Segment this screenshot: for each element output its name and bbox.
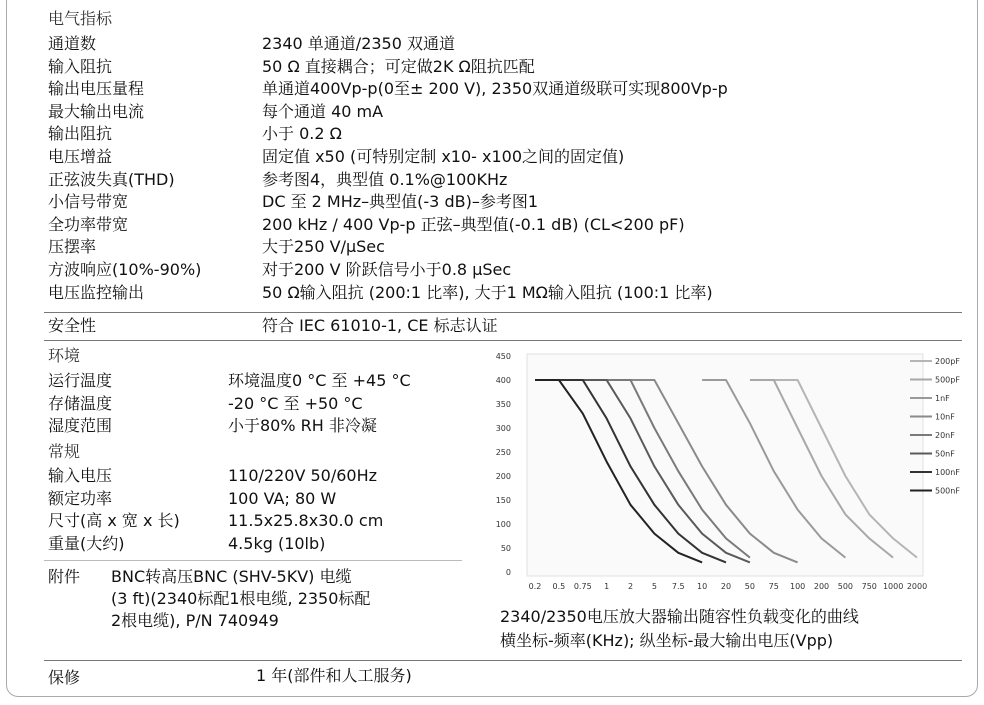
x-tick-label: 0.5 — [552, 582, 566, 591]
y-tick-label: 350 — [495, 400, 511, 409]
spec-value: 小于 0.2 Ω — [262, 124, 342, 144]
divider — [44, 660, 962, 661]
spec-label: 通道数 — [48, 34, 97, 53]
x-tick-label: 100 — [789, 582, 806, 591]
spec-label: 方波响应(10%-90%) — [48, 260, 202, 279]
spec-value: 固定值 x50 (可特别定制 x10- x100之间的固定值) — [262, 147, 625, 166]
safety-label: 安全性 — [48, 316, 97, 335]
safety-value: 符合 IEC 61010-1, CE 标志认证 — [262, 316, 498, 335]
x-tick-label: 2 — [627, 582, 634, 591]
legend-label: 1nF — [935, 394, 950, 403]
accessories-line: (3 ft)(2340标配1根电缆, 2350标配 — [111, 589, 371, 608]
x-tick-label: 1 — [604, 582, 610, 591]
spec-value: 2340 单通道/2350 双通道 — [262, 34, 456, 53]
x-tick-label: 5 — [651, 582, 657, 591]
spec-value: 50 Ω 直接耦合；可定做2K Ω阻抗匹配 — [262, 56, 535, 76]
warranty-label: 保修 — [48, 668, 81, 687]
spec-value: DC 至 2 MHz–典型值(-3 dB)–参考图1 — [262, 192, 539, 212]
spec-label: 全功率带宽 — [48, 214, 129, 234]
x-tick-label: 7.5 — [671, 582, 685, 591]
y-tick-label: 400 — [495, 376, 511, 385]
spec-value: 参考图4，典型值 0.1%@100KHz — [262, 169, 508, 189]
general-heading: 常规 — [48, 442, 81, 461]
spec-label: 电压监控输出 — [48, 282, 145, 302]
x-tick-label: 2000 — [906, 582, 928, 591]
electrical-heading: 电气指标 — [48, 9, 113, 28]
x-tick-label: 10 — [697, 582, 708, 591]
y-tick-label: 0 — [505, 568, 511, 577]
chart-caption-line2: 横坐标-频率(KHz); 纵坐标-最大输出电压(Vpp) — [500, 631, 834, 650]
accessories-label: 附件 — [48, 567, 81, 586]
x-tick-label: 0.75 — [573, 582, 592, 591]
spec-value: 大于250 V/µSec — [262, 237, 385, 257]
spec-label: 电压增益 — [48, 147, 113, 166]
spec-label: 输出电压量程 — [48, 79, 145, 99]
y-tick-label: 200 — [495, 472, 511, 481]
spec-value: 环境温度0 °C 至 +45 °C — [228, 371, 411, 390]
legend-label: 200pF — [935, 357, 960, 366]
spec-label: 额定功率 — [48, 488, 113, 508]
legend-label: 500nF — [935, 486, 960, 496]
spec-value: 每个通道 40 mA — [262, 101, 384, 121]
warranty-value: 1 年(部件和人工服务) — [256, 666, 412, 685]
x-tick-label: 500 — [837, 582, 854, 591]
spec-label: 运行温度 — [48, 371, 113, 390]
legend-label: 100nF — [935, 468, 960, 477]
y-tick-label: 250 — [495, 448, 511, 457]
spec-value: -20 °C 至 +50 °C — [228, 393, 363, 413]
y-tick-label: 300 — [495, 424, 511, 433]
y-tick-label: 150 — [495, 496, 511, 505]
spec-label: 湿度范围 — [48, 416, 113, 435]
spec-label: 重量(大约) — [48, 533, 125, 553]
legend-label: 50nF — [935, 449, 955, 459]
x-tick-label: 0.2 — [528, 582, 542, 591]
y-tick-label: 100 — [495, 520, 511, 529]
environment-heading: 环境 — [48, 346, 81, 365]
accessories-line: 2根电缆), P/N 740949 — [111, 611, 279, 630]
spec-value: 100 VA; 80 W — [228, 488, 337, 508]
spec-value: 小于80% RH 非冷凝 — [228, 416, 377, 435]
spec-value: 11.5x25.8x30.0 cm — [228, 511, 384, 530]
x-tick-label: 50 — [744, 582, 755, 591]
y-tick-label: 50 — [500, 544, 511, 553]
spec-label: 小信号带宽 — [48, 192, 129, 212]
x-tick-label: 75 — [768, 582, 779, 591]
spec-label: 正弦波失真(THD) — [48, 169, 175, 189]
spec-value: 对于200 V 阶跃信号小于0.8 µSec — [262, 260, 512, 279]
accessories-line: BNC转高压BNC (SHV-5KV) 电缆 — [111, 567, 352, 586]
x-tick-label: 200 — [813, 582, 830, 591]
spec-label: 输入电压 — [48, 466, 113, 485]
spec-label: 尺寸(高 x 宽 x 长) — [48, 511, 180, 530]
spec-value: 4.5kg (10lb) — [228, 533, 326, 553]
spec-label: 压摆率 — [48, 237, 97, 257]
spec-label: 输入阻抗 — [48, 56, 113, 76]
spec-value: 50 Ω输入阻抗 (200:1 比率), 大于1 MΩ输入阻抗 (100:1 比率) — [262, 282, 713, 302]
spec-label: 存储温度 — [48, 393, 113, 413]
x-tick-label: 1000 — [882, 582, 904, 591]
legend-label: 10nF — [935, 412, 955, 422]
divider — [44, 312, 962, 313]
divider — [44, 340, 962, 341]
spec-value: 200 kHz / 400 Vp-p 正弦–典型值(-0.1 dB) (CL<200 pF) — [262, 214, 685, 234]
spec-label: 最大输出电流 — [48, 101, 145, 121]
divider — [44, 560, 462, 561]
y-tick-label: 450 — [495, 352, 511, 361]
x-tick-label: 20 — [720, 582, 732, 591]
spec-value: 单通道400Vp-p(0至± 200 V), 2350双通道级联可实现800Vp-p — [262, 79, 728, 99]
legend-label: 500pF — [935, 375, 960, 385]
x-tick-label: 750 — [861, 582, 877, 591]
output-vs-capacitive-load-chart — [490, 346, 974, 596]
spec-label: 输出阻抗 — [48, 124, 113, 144]
spec-value: 110/220V 50/60Hz — [228, 466, 378, 485]
chart-caption-line1: 2340/2350电压放大器输出随容性负载变化的曲线 — [500, 607, 859, 626]
legend-label: 20nF — [935, 431, 955, 440]
